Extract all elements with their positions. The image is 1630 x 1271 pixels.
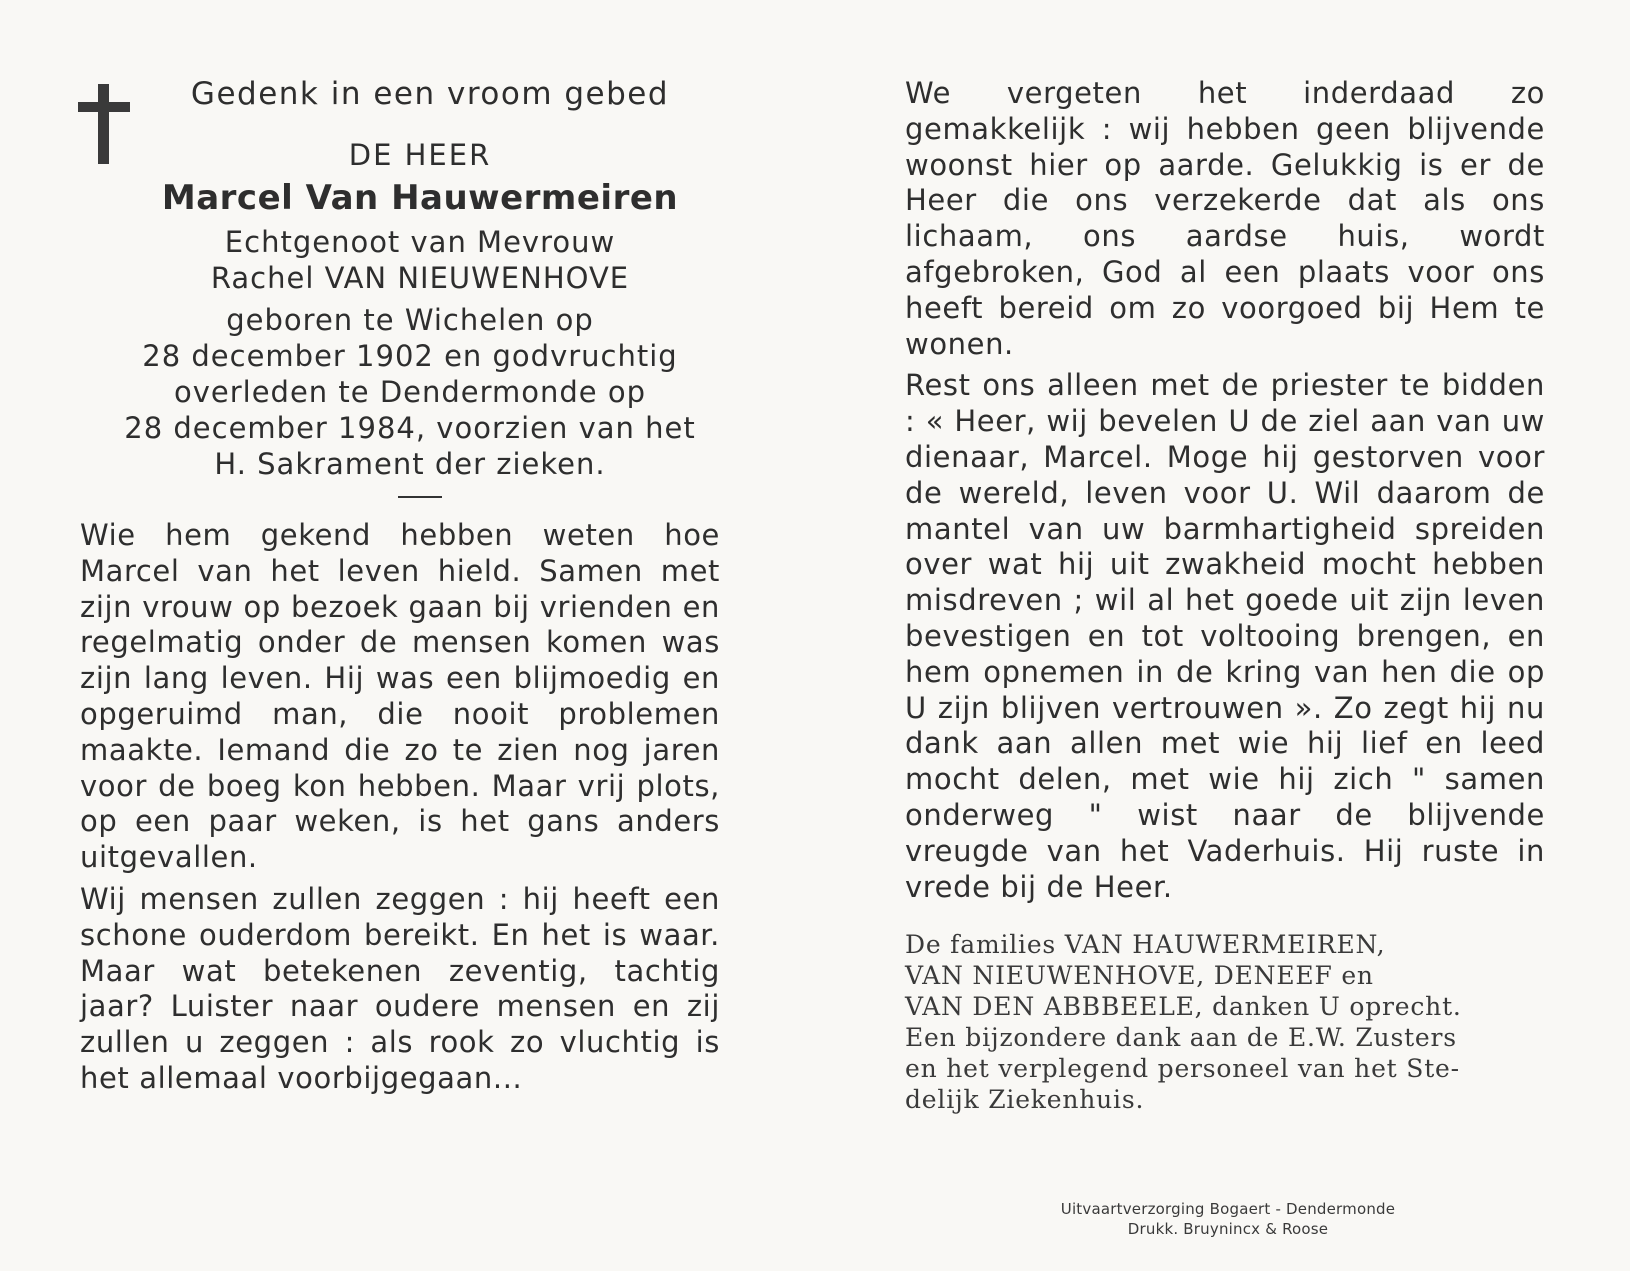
title-line: DE HEER xyxy=(348,138,492,172)
families-line: VAN DEN ABBBEELE, danken U oprecht. xyxy=(905,992,1462,1022)
paragraph: Wij mensen zullen zeggen : hij heeft een schone ouderdom bereikt. En het is waar. Maar wat betekenen zeventig, tachtig jaar? Luister naar oudere mensen en zij zullen u zeggen : als rook zo vluchtig is het allemaal voorbijgegaan... xyxy=(80,881,720,1095)
spouse-line-1: Echtgenoot van Mevrouw xyxy=(224,225,616,259)
families-line: De families VAN HAUWERMEIREN, xyxy=(905,930,1386,960)
printer-line-1: Uitvaartverzorging Bogaert - Dendermonde xyxy=(1060,1200,1396,1218)
birth-line: 28 december 1902 en godvruchtig xyxy=(142,339,678,373)
divider xyxy=(398,496,442,498)
paragraph: Rest ons alleen met de priester te bidden : « Heer, wij bevelen U de ziel aan van uw dienaar, Marcel. Moge hij gestorven voor de wereld, leven voor U. Wil daarom de mantel van uw barmhartigheid spreiden over wat hij uit zwakheid mocht hebben misdreven ; wil al het goede uit zijn leven bevestigen en tot voltooing brengen, en hem opnemen in de kring van hen die op U zijn blijven vertrouwen ». Zo zegt hij nu dank aan allen met wie hij lief en leed mocht delen, met wie hij zich " samen onderweg " wist naar de blijvende vreugde van het Vaderhuis. Hij ruste in vrede bij de Heer. xyxy=(905,368,1545,904)
families-thanks xyxy=(905,929,1545,1115)
families-line: delijk Ziekenhuis. xyxy=(905,1085,1145,1115)
families-line: Een bijzondere dank aan de E.W. Zusters xyxy=(905,1023,1457,1053)
birth-line: overleden te Dendermonde op xyxy=(173,375,647,409)
intro-line: Gedenk in een vroom gebed xyxy=(190,76,670,112)
right-column xyxy=(905,76,1545,1115)
families-line: en het verplegend personeel van het Ste- xyxy=(905,1054,1460,1084)
birth-line: H. Sakrament der zieken. xyxy=(214,447,606,481)
birth-line: 28 december 1984, voorzien van het xyxy=(124,411,696,445)
printer-line-2: Drukk. Bruynincx & Roose xyxy=(1127,1220,1329,1238)
deceased-name: Marcel Van Hauwermeiren xyxy=(161,178,679,218)
birth-line: geboren te Wichelen op xyxy=(226,303,594,337)
spouse-line-2: Rachel VAN NIEUWENHOVE xyxy=(210,261,630,295)
paragraph: We vergeten het inderdaad zo gemakkelijk : wij hebben geen blijvende woonst hier op aarde. Gelukkig is er de Heer die ons verzekerde dat als ons lichaam, ons aardse huis, wordt afgebroken, God al een plaats voor ons heeft bereid om zo voorgoed bij Hem te wonen. xyxy=(905,76,1545,361)
families-line: VAN NIEUWENHOVE, DENEEF en xyxy=(905,961,1374,991)
printer-credit xyxy=(1053,1199,1403,1239)
left-column xyxy=(80,76,720,1103)
paragraph: Wie hem gekend hebben weten hoe Marcel van het leven hield. Samen met zijn vrouw op bezoek gaan bij vrienden en regelmatig onder de mensen komen was zijn lang leven. Hij was een blijmoedig en opgeruimd man, die nooit problemen maakte. Iemand die zo te zien nog jaren voor de boeg kon hebben. Maar vrij plots, op een paar weken, is het gans anders uitgevallen. xyxy=(80,518,720,875)
